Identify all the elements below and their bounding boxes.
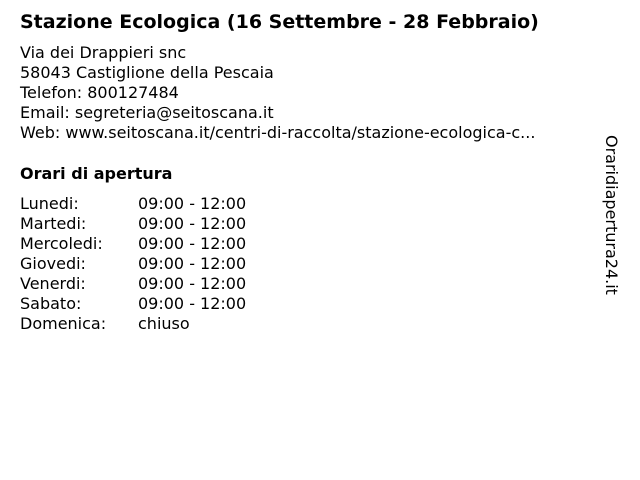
day-label: Lunedi: <box>20 194 79 213</box>
hours-row-monday <box>20 194 320 214</box>
phone-number[interactable]: Telefon: 800127484 <box>20 83 179 102</box>
contact-info <box>20 43 535 143</box>
day-hours: 09:00 - 12:00 <box>138 274 247 293</box>
day-label: Domenica: <box>20 314 107 333</box>
hours-row-saturday <box>20 294 320 314</box>
opening-hours-table <box>20 194 320 334</box>
hours-row-thursday <box>20 254 320 274</box>
day-hours: chiuso <box>138 314 190 333</box>
address-city: 58043 Castiglione della Pescaia <box>20 63 274 82</box>
email-address[interactable]: Email: segreteria@seitoscana.it <box>20 103 274 122</box>
watermark-text: Oraridiapertura24.it <box>602 135 621 295</box>
day-hours: 09:00 - 12:00 <box>138 194 247 213</box>
hours-row-sunday <box>20 314 320 334</box>
day-label: Venerdi: <box>20 274 86 293</box>
opening-hours-heading: Orari di apertura <box>20 164 173 183</box>
day-label: Sabato: <box>20 294 82 313</box>
website-link[interactable]: Web: www.seitoscana.it/centri-di-raccolta/stazione-ecologica-c... <box>20 123 536 142</box>
hours-row-tuesday <box>20 214 320 234</box>
day-label: Giovedi: <box>20 254 86 273</box>
day-label: Martedi: <box>20 214 87 233</box>
day-label: Mercoledi: <box>20 234 103 253</box>
page-title: Stazione Ecologica (16 Settembre - 28 Febbraio) <box>20 11 539 33</box>
day-hours: 09:00 - 12:00 <box>138 234 247 253</box>
hours-row-friday <box>20 274 320 294</box>
day-hours: 09:00 - 12:00 <box>138 214 247 233</box>
day-hours: 09:00 - 12:00 <box>138 294 247 313</box>
site-watermark <box>602 135 635 310</box>
address-street: Via dei Drappieri snc <box>20 43 187 62</box>
hours-row-wednesday <box>20 234 320 254</box>
day-hours: 09:00 - 12:00 <box>138 254 247 273</box>
